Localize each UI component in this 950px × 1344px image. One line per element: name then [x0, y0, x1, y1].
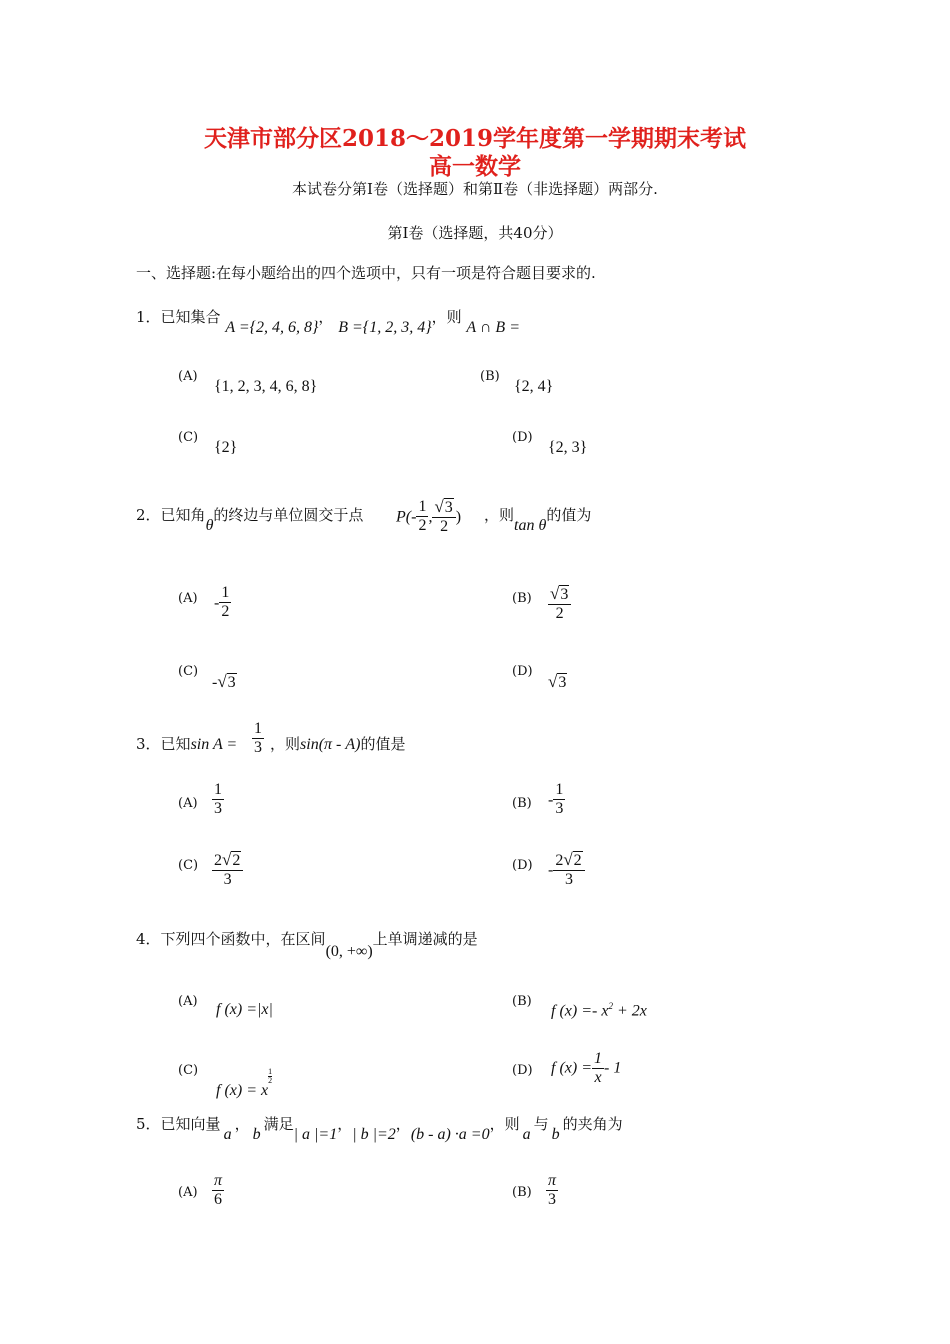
- option-value: √3: [548, 672, 567, 691]
- stem-text: 的夹角为: [562, 1115, 623, 1133]
- option-label: (A): [178, 369, 198, 384]
- question-5-stem: [136, 1113, 623, 1143]
- function-lhs: f (x) =: [216, 1001, 257, 1018]
- section-heading: 一、选择题:在每小题给出的四个选项中，只有一项是符合题目要求的.: [136, 264, 596, 282]
- question-number: 4．: [136, 930, 161, 948]
- theta-symbol: θ: [205, 517, 214, 534]
- fraction: $\frac{√3}{2}$: [432, 497, 455, 537]
- exam-title: 天津市部分区2018～2019学年度第一学期期末考试: [203, 125, 747, 152]
- option-value: - $\frac{2√2}{3}$: [548, 850, 585, 890]
- fraction: [416, 498, 428, 536]
- vector-b: b: [252, 1126, 261, 1143]
- stem-text: 已知集合: [160, 308, 221, 326]
- denominator: 3: [548, 1191, 556, 1209]
- stem-text: 的值是: [360, 735, 406, 753]
- numerator: 1: [592, 1050, 604, 1069]
- denominator: 2: [268, 1076, 273, 1085]
- minus-sign: -: [548, 791, 554, 809]
- option-value: {1, 2, 3, 4, 6, 8}: [214, 378, 318, 395]
- vector-b: b: [551, 1126, 560, 1143]
- set-a: A ={2, 4, 6, 8}: [225, 319, 319, 336]
- option-value: {2}: [214, 439, 238, 456]
- intro-text: 本试卷分第Ⅰ卷（选择题）和第Ⅱ卷（非选择题）两部分.: [292, 180, 658, 198]
- condition: | b |=2: [352, 1126, 396, 1143]
- option-value: -√3: [212, 672, 236, 691]
- option-value: [212, 781, 224, 819]
- separator: ，: [395, 1115, 411, 1133]
- question-number: 2．: [136, 506, 161, 524]
- minus-sign: -: [214, 594, 220, 612]
- option-label: (A): [178, 1185, 198, 1200]
- interval: (0, +∞): [325, 943, 373, 960]
- stem-text: 与: [533, 1115, 549, 1133]
- comma: ,: [428, 508, 433, 526]
- question-3-stem-end: [270, 733, 405, 754]
- intersection-expr: A ∩ B =: [466, 319, 520, 336]
- radicand: 2: [573, 852, 582, 869]
- separator: ，: [337, 1115, 353, 1133]
- option-label: (C): [178, 664, 199, 679]
- question-number: 1．: [136, 308, 161, 326]
- option-value: [212, 1172, 224, 1210]
- function-lhs: f (x) =: [551, 1059, 592, 1077]
- condition: (b - a) ·a =0: [410, 1126, 490, 1143]
- option-label: (D): [512, 664, 533, 679]
- minus-sign: -: [212, 674, 218, 691]
- numerator: 1: [416, 498, 428, 517]
- denominator: 3: [214, 800, 222, 818]
- numerator: 1: [212, 781, 224, 800]
- separator: ，则: [431, 308, 462, 326]
- function-lhs: f (x) = x: [216, 1082, 269, 1099]
- option-label: (B): [512, 591, 532, 606]
- denominator: 3: [254, 739, 262, 757]
- option-label: (B): [512, 994, 532, 1009]
- radicand: 2: [232, 852, 241, 869]
- function-rhs: |x|: [257, 1001, 273, 1018]
- fractional-exponent: [268, 1068, 272, 1085]
- option-value: [216, 1068, 272, 1100]
- stem-text: ，则: [484, 506, 515, 524]
- numerator: 1: [219, 584, 231, 603]
- radicand: 3: [560, 586, 569, 603]
- option-value: [551, 1050, 621, 1088]
- question-number: 3．: [136, 735, 161, 753]
- denominator: x: [594, 1069, 602, 1087]
- point-p-label: P(-: [396, 508, 417, 526]
- exponent: 2: [608, 1001, 613, 1011]
- coefficient: 2: [555, 852, 564, 869]
- stem-text: ，则: [489, 1115, 520, 1133]
- denominator: 6: [214, 1191, 222, 1209]
- denominator: 3: [223, 871, 232, 889]
- question-2-stem-end: [484, 504, 592, 534]
- denominator: 2: [221, 603, 230, 621]
- option-label: (A): [178, 591, 198, 606]
- option-label: (D): [512, 858, 533, 873]
- stem-text: 的终边与单位圆交于点: [213, 506, 364, 524]
- sin-expr: sin(π - A): [300, 736, 361, 753]
- option-value: {2, 4}: [514, 378, 554, 395]
- option-label: (B): [480, 369, 500, 384]
- vector-a: a: [522, 1126, 531, 1143]
- option-value: [551, 1001, 647, 1020]
- denominator: 3: [555, 800, 564, 818]
- question-3-stem-start: [136, 733, 237, 754]
- denominator: 2: [440, 518, 449, 536]
- option-label: (C): [178, 430, 199, 445]
- option-value: [216, 1001, 273, 1019]
- coefficient: 2: [214, 852, 222, 869]
- question-number: 5．: [136, 1115, 161, 1133]
- option-label: (C): [178, 858, 199, 873]
- subject-title: 高一数学: [429, 153, 521, 180]
- radicand: 3: [444, 499, 453, 516]
- condition: | a |=1: [293, 1126, 338, 1143]
- separator: ，: [234, 1115, 250, 1133]
- vector-a: a: [223, 1126, 232, 1143]
- separator: ，: [318, 308, 334, 326]
- numerator: π: [212, 1172, 224, 1191]
- stem-text: 满足: [263, 1115, 294, 1133]
- option-value: [214, 584, 231, 622]
- radicand: 3: [227, 674, 236, 691]
- question-1-stem: [136, 306, 520, 336]
- paren: ): [455, 508, 462, 526]
- radicand: 3: [558, 674, 567, 691]
- question-4-stem: [136, 928, 478, 960]
- option-value: $\frac{2√2}{3}$: [212, 850, 243, 890]
- denominator: 2: [555, 605, 564, 623]
- minus-sign: -: [548, 861, 554, 879]
- stem-text: 已知: [160, 735, 191, 753]
- option-label: (C): [178, 1063, 199, 1078]
- option-label: (D): [512, 1063, 533, 1078]
- sin-a: sin A =: [190, 736, 238, 753]
- numerator: 1: [252, 720, 264, 739]
- fraction: [252, 720, 264, 758]
- tan-theta: tan θ: [514, 517, 547, 534]
- option-value: {2, 3}: [548, 439, 588, 456]
- question-2-stem-start: [136, 504, 364, 534]
- part1-heading: 第Ⅰ卷（选择题，共40分）: [387, 224, 563, 242]
- option-value: $\frac{√3}{2}$: [548, 584, 571, 624]
- option-value: [548, 781, 565, 819]
- function-rhs: - 1: [604, 1059, 622, 1077]
- numerator: 1: [553, 781, 565, 800]
- function-rhs: + 2x: [612, 1002, 647, 1020]
- numerator: π: [546, 1172, 558, 1191]
- stem-text: 已知向量: [160, 1115, 221, 1133]
- option-label: (B): [512, 796, 532, 811]
- denominator: 2: [418, 517, 427, 535]
- stem-text: 上单调递减的是: [372, 930, 478, 948]
- point-p: [396, 497, 461, 537]
- stem-text: 已知角: [160, 506, 206, 524]
- function-lhs: f (x) =- x: [551, 1002, 609, 1020]
- stem-text: 下列四个函数中，在区间: [160, 930, 326, 948]
- numerator: 1: [268, 1067, 273, 1076]
- option-label: (A): [178, 994, 198, 1009]
- denominator: 3: [565, 871, 573, 889]
- option-label: (D): [512, 430, 533, 445]
- option-value: [546, 1172, 558, 1210]
- option-label: (A): [178, 796, 198, 811]
- set-b: B ={1, 2, 3, 4}: [338, 319, 432, 336]
- stem-text: ，则: [270, 735, 301, 753]
- option-label: (B): [512, 1185, 532, 1200]
- stem-text: 的值为: [546, 506, 592, 524]
